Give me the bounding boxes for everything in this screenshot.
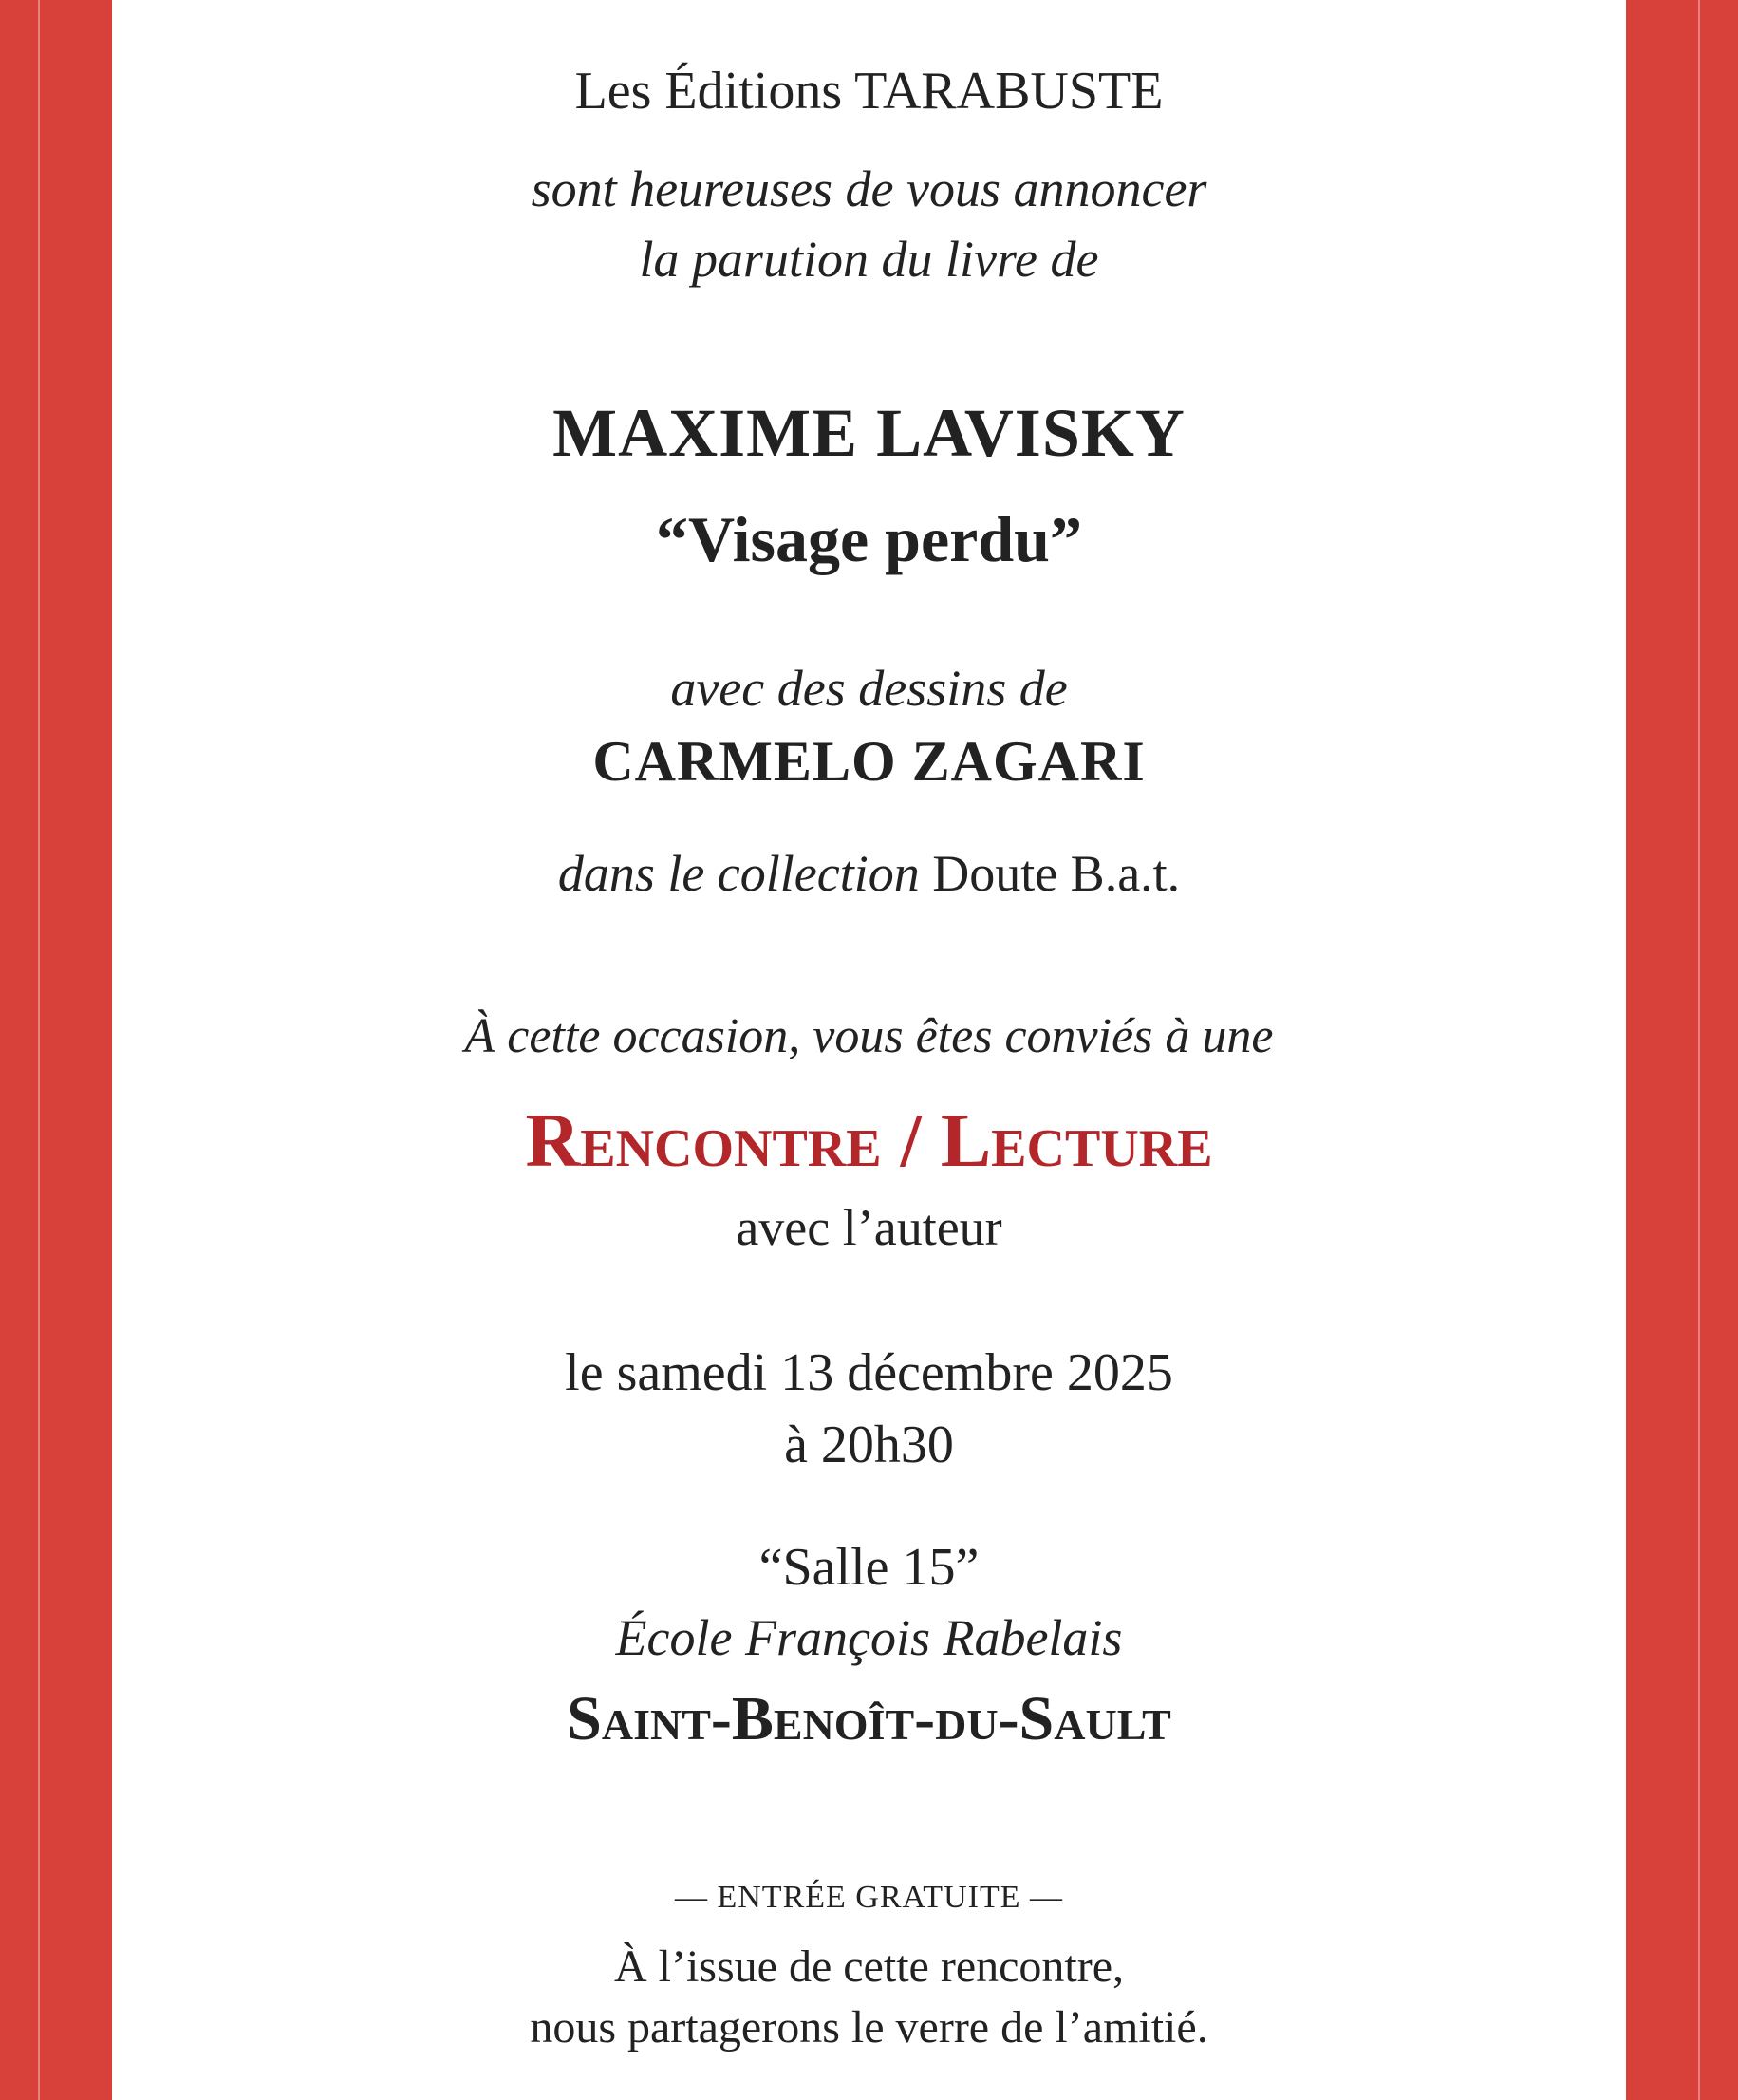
- free-entry-notice: — ENTRÉE GRATUITE —: [674, 1880, 1063, 1915]
- right-red-band: [1626, 0, 1738, 2100]
- collection-prefix: dans le collection: [557, 845, 920, 902]
- drawings-intro: avec des dessins de: [670, 660, 1068, 717]
- author-name: MAXIME LAVISKY: [552, 395, 1186, 471]
- event-title: Rencontre / Lecture: [525, 1099, 1213, 1183]
- venue-room: “Salle 15”: [758, 1538, 980, 1597]
- right-band-rule: [1698, 0, 1700, 2100]
- left-band-rule: [38, 0, 40, 2100]
- publisher-prefix: Les Éditions: [574, 62, 843, 121]
- illustrator-name: CARMELO ZAGARI: [592, 730, 1146, 793]
- event-time: à 20h30: [784, 1416, 954, 1474]
- intro-line-2: la parution du livre de: [639, 231, 1099, 288]
- publisher-name: TARABUSTE: [854, 62, 1164, 121]
- intro-line-1: sont heureuses de vous annoncer: [531, 160, 1207, 217]
- closing-line-2: nous partagerons le verre de l’amitié.: [530, 2002, 1208, 2053]
- left-red-band: [0, 0, 112, 2100]
- venue-school: École François Rabelais: [615, 1609, 1123, 1666]
- event-date: le samedi 13 décembre 2025: [565, 1343, 1173, 1402]
- collection-line: [112, 845, 1626, 902]
- closing-line-1: À l’issue de cette rencontre,: [613, 1941, 1125, 1992]
- occasion-line: À cette occasion, vous êtes conviés à une: [464, 1009, 1274, 1063]
- collection-name: Doute B.a.t.: [932, 845, 1181, 902]
- book-title: “Visage perdu”: [656, 503, 1082, 575]
- venue-city: Saint-Benoît-du-Sault: [567, 1684, 1171, 1753]
- event-with-author: avec l’auteur: [736, 1199, 1002, 1256]
- publisher-line: [112, 62, 1626, 121]
- invitation-card: [112, 0, 1626, 2100]
